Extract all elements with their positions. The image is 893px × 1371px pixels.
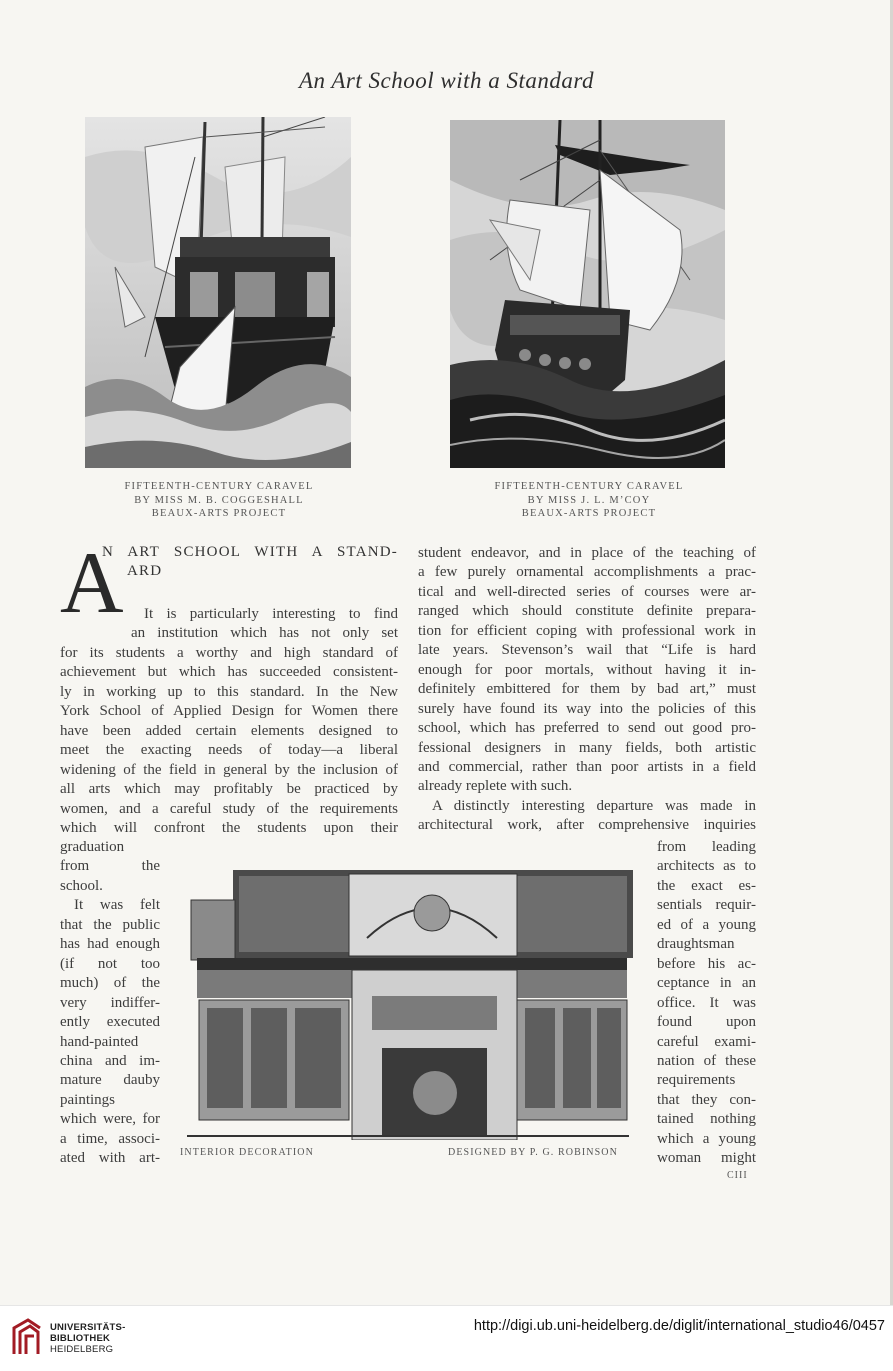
fireplace-drawing xyxy=(177,858,635,1140)
text-line: china and im- xyxy=(60,1052,160,1069)
text-line: (if not too xyxy=(60,955,160,972)
text-line: an institution which has not only set xyxy=(131,625,398,642)
library-name xyxy=(50,1322,125,1355)
text-line: that the public xyxy=(60,916,160,933)
figure-caption-left: INTERIOR DECORATION xyxy=(180,1147,314,1158)
text-line: all arts which may profitably be practiced by xyxy=(60,781,398,798)
text-line: late years. Stevenson’s wail that “Life is hard xyxy=(418,642,756,659)
text-line: office. It was xyxy=(657,994,756,1011)
text-line: school, which has preferred to send out good pro- xyxy=(418,720,756,737)
text-line: which will confront the students upon their xyxy=(60,819,398,836)
text-line: ly in working up to this standard. In the New xyxy=(60,683,398,700)
text-line: fessional designers in many fields, both artistic xyxy=(418,739,756,756)
text-line: tical and well-directed series of courses were ar- xyxy=(418,583,756,600)
plate-caption-right xyxy=(455,480,723,521)
text-line: draughtsman xyxy=(657,936,735,953)
text-line: ceptance in an xyxy=(657,975,756,992)
text-line: requirements xyxy=(657,1072,736,1089)
caption-line: FIFTEENTH-CENTURY CARAVEL xyxy=(494,481,684,492)
text-line: careful exami- xyxy=(657,1033,756,1050)
text-line: has had enough xyxy=(60,936,160,953)
text-line: architects as to xyxy=(657,858,756,875)
text-line: nation of these xyxy=(657,1052,756,1069)
text-line: tion for efficient coping with professional work in xyxy=(418,622,756,639)
text-line: before his ac- xyxy=(657,955,756,972)
text-line: definitely embittered for them by bad art,” must xyxy=(418,681,756,698)
caravel-illustration-right xyxy=(450,120,725,468)
text-line: for its students a worthy and high standard of xyxy=(60,644,398,661)
text-line: achievement but which has succeeded consistent- xyxy=(60,664,398,681)
text-line: tained nothing xyxy=(657,1111,756,1128)
text-line: York School of Applied Design for Women there xyxy=(60,703,398,720)
figure-caption-right: DESIGNED BY P. G. ROBINSON xyxy=(448,1147,618,1158)
university-library-logo-icon xyxy=(10,1318,44,1358)
text-line: architectural work, after comprehensive inquiries xyxy=(418,817,756,834)
text-line: meet the exacting needs of today—a liberal xyxy=(60,742,398,759)
text-line: It is particularly interesting to find xyxy=(144,606,398,622)
caption-line: BY MISS J. L. M’COY xyxy=(527,494,651,506)
interior-decoration-illustration xyxy=(177,858,635,1140)
library-name-line: UNIVERSITÄTS- xyxy=(50,1322,126,1333)
running-title: An Art School with a Standard xyxy=(299,68,594,93)
text-line: that they con- xyxy=(657,1091,756,1108)
page-number: CIII xyxy=(727,1170,748,1181)
text-line: the exact es- xyxy=(657,877,756,894)
text-line: a few purely ornamental accomplishments a prac- xyxy=(418,564,756,581)
text-line: which a young xyxy=(657,1130,756,1147)
text-line: enough for poor mortals, without having it in- xyxy=(418,661,756,678)
text-line: found upon xyxy=(657,1014,756,1031)
text-line: ranged which should constitute definite prepara- xyxy=(418,603,756,620)
library-name-line: HEIDELBERG xyxy=(50,1344,114,1355)
text-line: sentials requir- xyxy=(657,897,756,914)
text-line: student endeavor, and in place of the teaching of xyxy=(418,545,756,561)
text-line: from leading xyxy=(657,839,756,855)
text-line: ed of a young xyxy=(657,916,756,933)
caption-line: BEAUX-ARTS PROJECT xyxy=(521,508,657,519)
article-heading-line: N ART SCHOOL WITH A STAND- xyxy=(102,544,398,560)
text-line: ated with art- xyxy=(60,1150,160,1167)
plate-caption-left xyxy=(88,480,350,521)
text-line: A distinctly interesting departure was made in xyxy=(432,797,756,814)
text-line: surely have found its way into the policies of this xyxy=(418,700,756,717)
text-line: very indiffer- xyxy=(60,994,160,1011)
library-name-line: BIBLIOTHEK xyxy=(50,1333,111,1344)
text-line: woman might xyxy=(657,1150,756,1167)
library-footer xyxy=(0,1305,893,1371)
text-line: from the xyxy=(60,858,160,875)
text-line: have been added certain elements designed to xyxy=(60,722,398,739)
caravel-plate-coggeshall xyxy=(85,117,351,468)
text-line: graduation xyxy=(60,839,125,855)
drop-cap: A xyxy=(60,535,124,632)
text-line: It was felt xyxy=(74,897,160,914)
caption-line: FIFTEENTH-CENTURY CARAVEL xyxy=(124,481,314,492)
caravel-plate-mccoy xyxy=(450,120,725,468)
text-line: much) of the xyxy=(60,975,160,992)
text-line: widening of the field in general by the inclusion of xyxy=(60,761,398,778)
text-line: school. xyxy=(60,877,103,894)
text-line: which were, for xyxy=(60,1111,160,1128)
text-line: hand-painted xyxy=(60,1033,139,1050)
text-line: women, and a careful study of the requirements xyxy=(60,800,398,817)
text-line: mature dauby xyxy=(60,1072,160,1089)
text-line: a time, associ- xyxy=(60,1130,160,1147)
text-line: paintings xyxy=(60,1091,115,1108)
caption-line: BEAUX-ARTS PROJECT xyxy=(151,508,287,519)
text-line: and commercial, rather than poor artists in a field xyxy=(418,758,756,775)
text-line: ently executed xyxy=(60,1014,160,1031)
caravel-illustration-left xyxy=(85,117,351,468)
permalink-url[interactable]: http://digi.ub.uni-heidelberg.de/diglit/international_studio46/0457 xyxy=(473,1318,885,1334)
caption-line: BY MISS M. B. COGGESHALL xyxy=(134,494,304,506)
article-heading-line: ARD xyxy=(127,563,163,579)
text-line: already replete with such. xyxy=(418,778,573,795)
